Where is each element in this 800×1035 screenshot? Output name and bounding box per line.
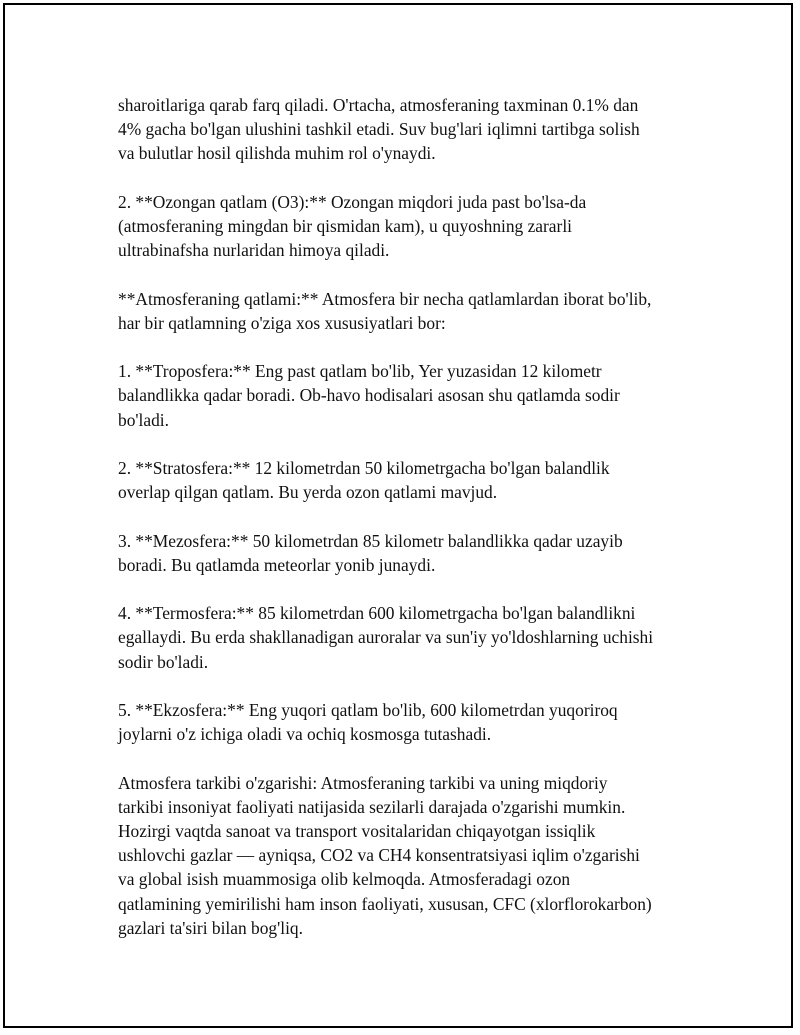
text-line: ushlovchi gazlar — ayniqsa, CO2 va CH4 konsentratsiyasi iqlim o'zgarishi (118, 845, 640, 866)
paragraph-ozone (118, 190, 708, 263)
text-line: 1. **Troposfera:** Eng past qatlam bo'lib, Yer yuzasidan 12 kilometr (118, 361, 602, 382)
text-line: **Atmosferaning qatlami:** Atmosfera bir necha qatlamlardan iborat bo'lib, (118, 288, 652, 309)
text-line: ultrabinafsha nurlaridan himoya qiladi. (118, 240, 390, 261)
text-line: qatlamining yemirilishi ham inson faoliyati, xususan, CFC (xlorflorokarbon) (118, 893, 652, 914)
paragraph-water-vapor (118, 93, 708, 166)
text-line: overlap qilgan qatlam. Bu yerda ozon qatlami mavjud. (118, 482, 498, 503)
text-line: va bulutlar hosil qilishda muhim rol o'ynaydi. (118, 143, 436, 164)
text-line: 2. **Stratosfera:** 12 kilometrdan 50 kilometrgacha bo'lgan balandlik (118, 457, 610, 478)
paragraph-troposphere (118, 359, 708, 432)
text-line: egallaydi. Bu erda shakllanadigan auroralar va sun'iy yo'ldoshlarning uchishi (118, 627, 654, 648)
paragraph-exosphere (118, 698, 708, 746)
text-line: gazlari ta'siri bilan bog'liq. (118, 917, 303, 938)
text-line: 5. **Ekzosfera:** Eng yuqori qatlam bo'lib, 600 kilometrdan yuqoriroq (118, 699, 618, 720)
text-line: Atmosfera tarkibi o'zgarishi: Atmosferaning tarkibi va uning miqdoriy (118, 772, 608, 793)
document-body (118, 93, 708, 964)
paragraph-thermosphere (118, 601, 708, 674)
text-line: Hozirgi vaqtda sanoat va transport vositalaridan chiqayotgan issiqlik (118, 820, 596, 841)
text-line: tarkibi insoniyat faoliyati natijasida sezilarli darajada o'zgarishi mumkin. (118, 796, 626, 817)
text-line: (atmosferaning mingdan bir qismidan kam), u quyoshning zararli (118, 216, 572, 236)
paragraph-layers-intro (118, 287, 708, 335)
text-line: boradi. Bu qatlamda meteorlar yonib junaydi. (118, 554, 436, 575)
text-line: har bir qatlamning o'ziga xos xususiyatlari bor: (118, 312, 446, 333)
text-line: bo'ladi. (118, 409, 169, 430)
text-line: sodir bo'ladi. (118, 651, 209, 672)
paragraph-mesosphere (118, 529, 708, 577)
text-line: 4. **Termosfera:** 85 kilometrdan 600 kilometrgacha bo'lgan balandlikni (118, 603, 636, 624)
paragraph-composition-change (118, 771, 708, 940)
text-line: 4% gacha bo'lgan ulushini tashkil etadi. Suv bug'lari iqlimni tartibga solish (118, 119, 640, 140)
text-line: 2. **Ozongan qatlam (O3):** Ozongan miqdori juda past bo'lsa-da (118, 191, 587, 212)
text-line: va global isish muammosiga olib kelmoqda. Atmosferadagi ozon (118, 869, 571, 890)
text-line: joylarni o'z ichiga oladi va ochiq kosmosga tutashadi. (118, 724, 492, 745)
text-line: balandlikka qadar boradi. Ob-havo hodisalari asosan shu qatlamda sodir (118, 385, 620, 406)
text-line: sharoitlariga qarab farq qiladi. O'rtacha, atmosferaning taxminan 0.1% dan (118, 95, 639, 115)
paragraph-stratosphere (118, 456, 708, 504)
text-line: 3. **Mezosfera:** 50 kilometrdan 85 kilometr balandlikka qadar uzayib (118, 530, 623, 551)
